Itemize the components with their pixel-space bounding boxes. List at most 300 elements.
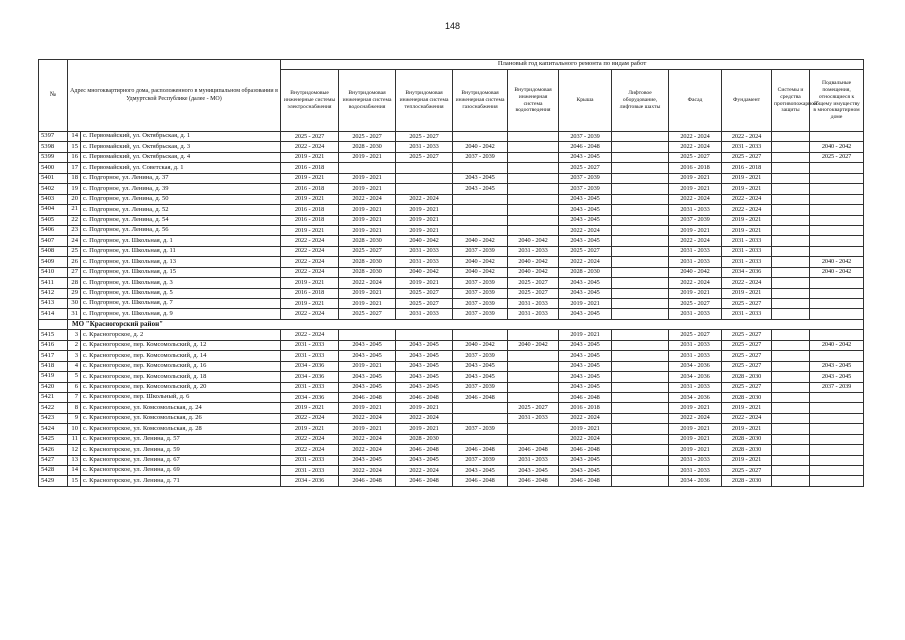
header-col: Фундамент bbox=[722, 70, 772, 132]
header-col: Крыша bbox=[559, 70, 612, 132]
row-id: 5418 bbox=[39, 361, 68, 371]
table-row bbox=[39, 466, 864, 476]
year-range-cell: 2019 - 2021 bbox=[669, 288, 722, 298]
year-range-cell bbox=[396, 173, 453, 183]
row-id: 5408 bbox=[39, 246, 68, 256]
year-range-cell: 2025 - 2027 bbox=[559, 163, 612, 173]
year-range-cell: 2022 - 2024 bbox=[281, 267, 339, 277]
table-row bbox=[39, 413, 864, 423]
year-range-cell bbox=[772, 330, 810, 340]
row-address: с. Подгорное, ул. Школьная, д. 5 bbox=[81, 288, 281, 298]
row-number: 20 bbox=[68, 194, 81, 204]
year-range-cell: 2025 - 2027 bbox=[722, 340, 772, 350]
year-range-cell bbox=[772, 392, 810, 402]
year-range-cell: 2028 - 2030 bbox=[722, 434, 772, 444]
year-range-cell bbox=[612, 184, 669, 194]
row-address: с. Красногорское, пер. Школьный, д. 6 bbox=[81, 392, 281, 402]
year-range-cell: 2019 - 2021 bbox=[281, 299, 339, 309]
year-range-cell bbox=[810, 173, 864, 183]
year-range-cell: 2043 - 2045 bbox=[453, 184, 508, 194]
year-range-cell: 2016 - 2018 bbox=[281, 163, 339, 173]
year-range-cell bbox=[612, 372, 669, 382]
year-range-cell bbox=[396, 330, 453, 340]
row-address: с. Красногорское, ул. Ленина, д. 57 bbox=[81, 434, 281, 444]
year-range-cell bbox=[772, 225, 810, 235]
year-range-cell: 2022 - 2024 bbox=[339, 413, 396, 423]
year-range-cell: 2031 - 2033 bbox=[508, 455, 559, 465]
table-row bbox=[39, 215, 864, 225]
row-address: с. Подгорное, ул. Ленина, д. 54 bbox=[81, 215, 281, 225]
year-range-cell bbox=[772, 215, 810, 225]
year-range-cell bbox=[772, 132, 810, 142]
year-range-cell: 2037 - 2039 bbox=[453, 309, 508, 319]
year-range-cell bbox=[508, 132, 559, 142]
row-number: 11 bbox=[68, 434, 81, 444]
year-range-cell: 2028 - 2030 bbox=[722, 476, 772, 486]
year-range-cell: 2028 - 2030 bbox=[722, 392, 772, 402]
table-row bbox=[39, 403, 864, 413]
year-range-cell: 2025 - 2027 bbox=[722, 351, 772, 361]
year-range-cell bbox=[772, 194, 810, 204]
year-range-cell bbox=[810, 288, 864, 298]
year-range-cell bbox=[810, 455, 864, 465]
year-range-cell: 2016 - 2018 bbox=[559, 403, 612, 413]
year-range-cell: 2031 - 2033 bbox=[508, 246, 559, 256]
year-range-cell bbox=[612, 236, 669, 246]
year-range-cell: 2022 - 2024 bbox=[339, 278, 396, 288]
row-address: с. Красногорское, ул. Комсомольская, д. 28 bbox=[81, 424, 281, 434]
row-number: 15 bbox=[68, 142, 81, 152]
year-range-cell: 2031 - 2033 bbox=[508, 299, 559, 309]
year-range-cell: 2037 - 2039 bbox=[453, 278, 508, 288]
year-range-cell bbox=[453, 163, 508, 173]
year-range-cell: 2022 - 2024 bbox=[722, 132, 772, 142]
year-range-cell bbox=[772, 152, 810, 162]
year-range-cell: 2016 - 2018 bbox=[281, 205, 339, 215]
year-range-cell: 2028 - 2030 bbox=[396, 434, 453, 444]
year-range-cell: 2022 - 2024 bbox=[722, 278, 772, 288]
year-range-cell bbox=[772, 413, 810, 423]
year-range-cell bbox=[772, 267, 810, 277]
table-row bbox=[39, 445, 864, 455]
table-row bbox=[39, 434, 864, 444]
table-row bbox=[39, 142, 864, 152]
year-range-cell: 2022 - 2024 bbox=[281, 413, 339, 423]
year-range-cell: 2040 - 2042 bbox=[669, 267, 722, 277]
year-range-cell: 2040 - 2042 bbox=[810, 257, 864, 267]
year-range-cell: 2025 - 2027 bbox=[669, 330, 722, 340]
year-range-cell: 2040 - 2042 bbox=[508, 257, 559, 267]
year-range-cell: 2031 - 2033 bbox=[508, 413, 559, 423]
year-range-cell bbox=[810, 225, 864, 235]
year-range-cell bbox=[453, 132, 508, 142]
row-number: 25 bbox=[68, 246, 81, 256]
row-address: с. Красногорское, ул. Ленина, д. 71 bbox=[81, 476, 281, 486]
table-row bbox=[39, 246, 864, 256]
row-address: с. Первомайский, ул. Октябрьская, д. 4 bbox=[81, 152, 281, 162]
year-range-cell bbox=[612, 361, 669, 371]
year-range-cell: 2019 - 2021 bbox=[559, 299, 612, 309]
table-row bbox=[39, 392, 864, 402]
table-row bbox=[39, 288, 864, 298]
year-range-cell: 2034 - 2036 bbox=[281, 392, 339, 402]
year-range-cell: 2034 - 2036 bbox=[722, 267, 772, 277]
year-range-cell bbox=[508, 372, 559, 382]
row-address: с. Первомайский, ул. Советская, д. 1 bbox=[81, 163, 281, 173]
table-row bbox=[39, 361, 864, 371]
row-number: 9 bbox=[68, 413, 81, 423]
year-range-cell: 2019 - 2021 bbox=[339, 215, 396, 225]
year-range-cell: 2019 - 2021 bbox=[339, 184, 396, 194]
year-range-cell: 2034 - 2036 bbox=[669, 361, 722, 371]
year-range-cell: 2022 - 2024 bbox=[669, 413, 722, 423]
year-range-cell: 2022 - 2024 bbox=[669, 142, 722, 152]
year-range-cell: 2043 - 2045 bbox=[559, 236, 612, 246]
row-address: с. Подгорное, ул. Ленина, д. 37 bbox=[81, 173, 281, 183]
year-range-cell: 2019 - 2021 bbox=[559, 424, 612, 434]
row-address: с. Красногорское, пер. Комсомольский, д. 12 bbox=[81, 340, 281, 350]
table-row bbox=[39, 267, 864, 277]
row-number: 16 bbox=[68, 152, 81, 162]
year-range-cell bbox=[810, 413, 864, 423]
header-col: Лифтовое оборудование, лифтовые шахты bbox=[612, 70, 669, 132]
year-range-cell: 2025 - 2027 bbox=[722, 152, 772, 162]
year-range-cell: 2037 - 2039 bbox=[559, 184, 612, 194]
row-address: с. Красногорское, ул. Ленина, д. 67 bbox=[81, 455, 281, 465]
year-range-cell bbox=[772, 476, 810, 486]
year-range-cell bbox=[772, 361, 810, 371]
year-range-cell: 2037 - 2039 bbox=[453, 424, 508, 434]
year-range-cell bbox=[508, 142, 559, 152]
year-range-cell: 2025 - 2027 bbox=[669, 299, 722, 309]
table-row bbox=[39, 236, 864, 246]
row-number: 28 bbox=[68, 278, 81, 288]
year-range-cell bbox=[772, 205, 810, 215]
year-range-cell: 2046 - 2048 bbox=[559, 476, 612, 486]
capital-repair-table bbox=[38, 59, 864, 487]
year-range-cell: 2022 - 2024 bbox=[722, 194, 772, 204]
row-id: 5428 bbox=[39, 466, 68, 476]
table-row bbox=[39, 278, 864, 288]
header-col: Внутридомовая инженерная система водоснабжения bbox=[339, 70, 396, 132]
row-address: с. Подгорное, ул. Школьная, д. 1 bbox=[81, 236, 281, 246]
year-range-cell bbox=[772, 173, 810, 183]
table-row bbox=[39, 382, 864, 392]
year-range-cell: 2019 - 2021 bbox=[559, 330, 612, 340]
year-range-cell: 2046 - 2048 bbox=[453, 392, 508, 402]
year-range-cell: 2022 - 2024 bbox=[339, 466, 396, 476]
year-range-cell: 2022 - 2024 bbox=[669, 132, 722, 142]
year-range-cell: 2046 - 2048 bbox=[559, 142, 612, 152]
year-range-cell bbox=[810, 205, 864, 215]
year-range-cell bbox=[612, 455, 669, 465]
year-range-cell: 2022 - 2024 bbox=[559, 257, 612, 267]
row-id: 5425 bbox=[39, 434, 68, 444]
year-range-cell bbox=[810, 236, 864, 246]
year-range-cell: 2031 - 2033 bbox=[669, 309, 722, 319]
year-range-cell: 2022 - 2024 bbox=[339, 194, 396, 204]
year-range-cell bbox=[612, 351, 669, 361]
row-number: 6 bbox=[68, 382, 81, 392]
year-range-cell bbox=[810, 403, 864, 413]
year-range-cell bbox=[772, 309, 810, 319]
row-id: 5429 bbox=[39, 476, 68, 486]
year-range-cell: 2025 - 2027 bbox=[339, 309, 396, 319]
year-range-cell: 2025 - 2027 bbox=[508, 278, 559, 288]
year-range-cell: 2043 - 2045 bbox=[396, 455, 453, 465]
year-range-cell: 2040 - 2042 bbox=[453, 236, 508, 246]
year-range-cell: 2031 - 2033 bbox=[669, 340, 722, 350]
table-row bbox=[39, 299, 864, 309]
header-col: Фасад bbox=[669, 70, 722, 132]
year-range-cell: 2043 - 2045 bbox=[559, 455, 612, 465]
year-range-cell: 2022 - 2024 bbox=[281, 445, 339, 455]
year-range-cell: 2019 - 2021 bbox=[722, 215, 772, 225]
row-id: 5401 bbox=[39, 173, 68, 183]
year-range-cell bbox=[772, 184, 810, 194]
row-number: 31 bbox=[68, 309, 81, 319]
year-range-cell bbox=[453, 330, 508, 340]
year-range-cell: 2022 - 2024 bbox=[281, 142, 339, 152]
year-range-cell bbox=[612, 215, 669, 225]
year-range-cell bbox=[612, 194, 669, 204]
year-range-cell bbox=[772, 455, 810, 465]
year-range-cell: 2043 - 2045 bbox=[559, 205, 612, 215]
year-range-cell bbox=[453, 403, 508, 413]
row-number: 5 bbox=[68, 372, 81, 382]
row-number: 19 bbox=[68, 184, 81, 194]
year-range-cell: 2031 - 2033 bbox=[722, 236, 772, 246]
year-range-cell bbox=[772, 142, 810, 152]
year-range-cell: 2022 - 2024 bbox=[339, 434, 396, 444]
year-range-cell: 2043 - 2045 bbox=[396, 340, 453, 350]
row-id: 5427 bbox=[39, 455, 68, 465]
year-range-cell: 2025 - 2027 bbox=[396, 152, 453, 162]
year-range-cell bbox=[508, 152, 559, 162]
year-range-cell bbox=[612, 445, 669, 455]
year-range-cell: 2043 - 2045 bbox=[559, 466, 612, 476]
year-range-cell: 2019 - 2021 bbox=[722, 288, 772, 298]
year-range-cell: 2043 - 2045 bbox=[559, 340, 612, 350]
year-range-cell bbox=[772, 299, 810, 309]
row-address: с. Красногорское, пер. Комсомольский, д. 14 bbox=[81, 351, 281, 361]
row-id: 5400 bbox=[39, 163, 68, 173]
row-id: 5417 bbox=[39, 351, 68, 361]
year-range-cell: 2043 - 2045 bbox=[559, 288, 612, 298]
year-range-cell bbox=[612, 288, 669, 298]
row-address: с. Подгорное, ул. Школьная, д. 3 bbox=[81, 278, 281, 288]
year-range-cell bbox=[396, 163, 453, 173]
year-range-cell: 2043 - 2045 bbox=[559, 152, 612, 162]
header-col: Системы и средства противопожарной защиты bbox=[772, 70, 810, 132]
year-range-cell: 2019 - 2021 bbox=[339, 288, 396, 298]
year-range-cell: 2019 - 2021 bbox=[396, 225, 453, 235]
year-range-cell bbox=[612, 246, 669, 256]
row-number: 7 bbox=[68, 392, 81, 402]
year-range-cell: 2019 - 2021 bbox=[669, 184, 722, 194]
year-range-cell: 2019 - 2021 bbox=[722, 225, 772, 235]
year-range-cell: 2043 - 2045 bbox=[559, 351, 612, 361]
year-range-cell: 2022 - 2024 bbox=[396, 466, 453, 476]
year-range-cell: 2043 - 2045 bbox=[559, 309, 612, 319]
row-id: 5421 bbox=[39, 392, 68, 402]
year-range-cell: 2025 - 2027 bbox=[722, 361, 772, 371]
year-range-cell bbox=[508, 184, 559, 194]
year-range-cell: 2043 - 2045 bbox=[396, 382, 453, 392]
year-range-cell bbox=[612, 173, 669, 183]
year-range-cell: 2025 - 2027 bbox=[396, 299, 453, 309]
year-range-cell bbox=[772, 403, 810, 413]
row-id: 5399 bbox=[39, 152, 68, 162]
year-range-cell bbox=[612, 382, 669, 392]
year-range-cell: 2040 - 2042 bbox=[810, 142, 864, 152]
year-range-cell: 2031 - 2033 bbox=[722, 246, 772, 256]
year-range-cell: 2022 - 2024 bbox=[396, 413, 453, 423]
year-range-cell: 2040 - 2042 bbox=[453, 257, 508, 267]
year-range-cell: 2031 - 2033 bbox=[669, 246, 722, 256]
year-range-cell bbox=[453, 215, 508, 225]
year-range-cell: 2022 - 2024 bbox=[722, 413, 772, 423]
year-range-cell: 2019 - 2021 bbox=[669, 434, 722, 444]
table-row bbox=[39, 205, 864, 215]
year-range-cell: 2043 - 2045 bbox=[339, 351, 396, 361]
year-range-cell: 2040 - 2042 bbox=[810, 267, 864, 277]
row-id: 5404 bbox=[39, 205, 68, 215]
year-range-cell bbox=[508, 392, 559, 402]
year-range-cell: 2037 - 2039 bbox=[453, 382, 508, 392]
year-range-cell: 2025 - 2027 bbox=[810, 152, 864, 162]
year-range-cell: 2031 - 2033 bbox=[281, 382, 339, 392]
year-range-cell: 2040 - 2042 bbox=[453, 340, 508, 350]
year-range-cell: 2034 - 2036 bbox=[669, 476, 722, 486]
row-number: 18 bbox=[68, 173, 81, 183]
year-range-cell: 2019 - 2021 bbox=[669, 424, 722, 434]
row-address: с. Первомайский, ул. Октябрьская, д. 1 bbox=[81, 132, 281, 142]
year-range-cell: 2040 - 2042 bbox=[508, 267, 559, 277]
year-range-cell: 2016 - 2018 bbox=[281, 184, 339, 194]
year-range-cell bbox=[772, 445, 810, 455]
year-range-cell bbox=[772, 340, 810, 350]
row-address: с. Подгорное, ул. Ленина, д. 50 bbox=[81, 194, 281, 204]
year-range-cell: 2019 - 2021 bbox=[339, 152, 396, 162]
year-range-cell bbox=[612, 434, 669, 444]
year-range-cell: 2019 - 2021 bbox=[722, 403, 772, 413]
year-range-cell: 2031 - 2033 bbox=[396, 257, 453, 267]
year-range-cell bbox=[508, 225, 559, 235]
row-address: с. Красногорское, ул. Ленина, д. 69 bbox=[81, 466, 281, 476]
year-range-cell: 2025 - 2027 bbox=[396, 132, 453, 142]
row-number: 14 bbox=[68, 132, 81, 142]
year-range-cell: 2019 - 2021 bbox=[722, 184, 772, 194]
year-range-cell bbox=[612, 330, 669, 340]
year-range-cell bbox=[612, 278, 669, 288]
year-range-cell bbox=[612, 424, 669, 434]
year-range-cell bbox=[810, 309, 864, 319]
year-range-cell bbox=[772, 257, 810, 267]
row-address: с. Красногорское, пер. Комсомольский, д. 20 bbox=[81, 382, 281, 392]
year-range-cell: 2025 - 2027 bbox=[508, 403, 559, 413]
year-range-cell: 2046 - 2048 bbox=[508, 476, 559, 486]
year-range-cell: 2022 - 2024 bbox=[722, 205, 772, 215]
year-range-cell bbox=[810, 351, 864, 361]
year-range-cell: 2043 - 2045 bbox=[559, 278, 612, 288]
table-row bbox=[39, 257, 864, 267]
table-row bbox=[39, 132, 864, 142]
year-range-cell: 2025 - 2027 bbox=[339, 246, 396, 256]
row-id: 5411 bbox=[39, 278, 68, 288]
year-range-cell: 2025 - 2027 bbox=[339, 132, 396, 142]
year-range-cell: 2037 - 2039 bbox=[810, 382, 864, 392]
year-range-cell bbox=[772, 246, 810, 256]
row-number: 13 bbox=[68, 455, 81, 465]
row-id: 5420 bbox=[39, 382, 68, 392]
year-range-cell bbox=[810, 392, 864, 402]
row-number: 23 bbox=[68, 225, 81, 235]
table-row bbox=[39, 424, 864, 434]
table-row bbox=[39, 163, 864, 173]
year-range-cell: 2043 - 2045 bbox=[559, 361, 612, 371]
year-range-cell: 2034 - 2036 bbox=[669, 392, 722, 402]
year-range-cell: 2043 - 2045 bbox=[396, 351, 453, 361]
year-range-cell bbox=[508, 330, 559, 340]
row-number: 3 bbox=[68, 330, 81, 340]
row-id: 5422 bbox=[39, 403, 68, 413]
year-range-cell bbox=[612, 163, 669, 173]
year-range-cell bbox=[508, 215, 559, 225]
row-number: 14 bbox=[68, 466, 81, 476]
year-range-cell bbox=[453, 434, 508, 444]
year-range-cell bbox=[772, 434, 810, 444]
year-range-cell: 2019 - 2021 bbox=[396, 215, 453, 225]
year-range-cell bbox=[612, 403, 669, 413]
year-range-cell bbox=[810, 330, 864, 340]
year-range-cell bbox=[612, 413, 669, 423]
row-address: с. Подгорное, ул. Школьная, д. 11 bbox=[81, 246, 281, 256]
year-range-cell bbox=[453, 413, 508, 423]
year-range-cell: 2046 - 2048 bbox=[559, 392, 612, 402]
year-range-cell: 2019 - 2021 bbox=[281, 424, 339, 434]
year-range-cell: 2025 - 2027 bbox=[559, 246, 612, 256]
year-range-cell: 2043 - 2045 bbox=[453, 173, 508, 183]
year-range-cell bbox=[810, 184, 864, 194]
row-number: 21 bbox=[68, 205, 81, 215]
year-range-cell: 2040 - 2042 bbox=[396, 236, 453, 246]
year-range-cell: 2037 - 2039 bbox=[453, 246, 508, 256]
header-col: Подвальные помещения, относящиеся к общему имуществу в многоквартирном доме bbox=[810, 70, 864, 132]
year-range-cell: 2022 - 2024 bbox=[281, 257, 339, 267]
row-address: с. Подгорное, ул. Ленина, д. 52 bbox=[81, 205, 281, 215]
header-num: № bbox=[39, 60, 68, 132]
row-id: 5424 bbox=[39, 424, 68, 434]
year-range-cell: 2037 - 2039 bbox=[669, 215, 722, 225]
section-row bbox=[39, 319, 864, 329]
year-range-cell: 2031 - 2033 bbox=[396, 142, 453, 152]
cell-empty bbox=[39, 319, 68, 329]
year-range-cell: 2019 - 2021 bbox=[339, 205, 396, 215]
year-range-cell: 2046 - 2048 bbox=[396, 392, 453, 402]
year-range-cell bbox=[612, 225, 669, 235]
year-range-cell: 2031 - 2033 bbox=[722, 257, 772, 267]
year-range-cell bbox=[508, 173, 559, 183]
year-range-cell bbox=[612, 142, 669, 152]
row-address: с. Подгорное, ул. Школьная, д. 7 bbox=[81, 299, 281, 309]
table-row bbox=[39, 184, 864, 194]
row-number: 24 bbox=[68, 236, 81, 246]
row-address: с. Подгорное, ул. Ленина, д. 39 bbox=[81, 184, 281, 194]
year-range-cell: 2046 - 2048 bbox=[559, 445, 612, 455]
row-number: 27 bbox=[68, 267, 81, 277]
year-range-cell: 2019 - 2021 bbox=[669, 445, 722, 455]
